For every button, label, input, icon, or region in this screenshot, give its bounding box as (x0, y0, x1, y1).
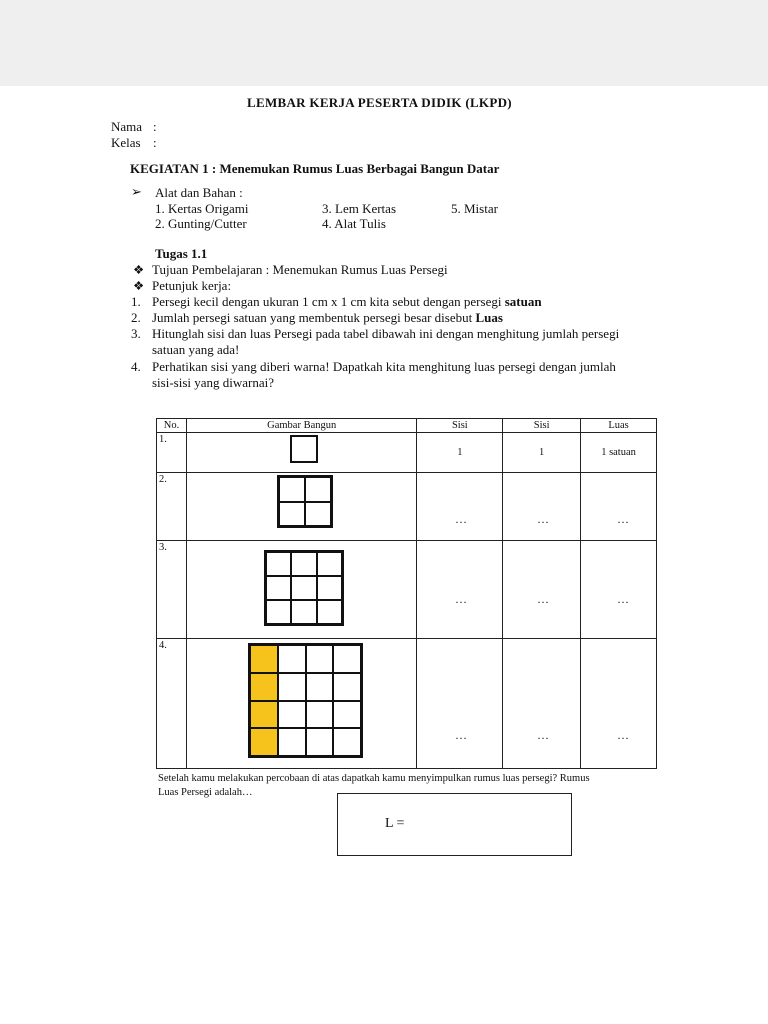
unit-square (278, 673, 306, 701)
page-top-shade (0, 0, 768, 86)
unit-square (333, 701, 361, 729)
answer-blank: … (617, 512, 629, 526)
side-value: 1 (503, 433, 581, 473)
step-text: Hitunglah sisi dan luas Persegi pada tabel dibawah ini dengan menghitung jumlah persegi (152, 326, 620, 341)
unit-square (306, 728, 334, 756)
nama-label: Nama (111, 119, 143, 134)
step-number: 1. (131, 294, 141, 309)
square-area-table (156, 418, 657, 769)
step-number: 4. (131, 359, 141, 374)
unit-square (306, 701, 334, 729)
unit-square (317, 552, 342, 576)
table-row (157, 433, 657, 473)
square-3x3-figure (264, 550, 344, 626)
unit-square (291, 552, 316, 576)
answer-blank: … (455, 592, 467, 606)
task-heading: Tugas 1.1 (155, 246, 208, 261)
unit-square (305, 502, 331, 527)
highlighted-unit-square (250, 645, 278, 673)
side-value: 1 (417, 433, 503, 473)
step-text: sisi-sisi yang diwarnai? (152, 375, 275, 390)
unit-square (278, 645, 306, 673)
row-number: 3. (157, 541, 187, 639)
step-text: Perhatikan sisi yang diberi warna! Dapatkah kita menghitung luas persegi dengan jumlah (152, 359, 616, 374)
unit-square (278, 728, 306, 756)
column-header: Luas (581, 419, 657, 433)
side-value-blank (503, 473, 581, 541)
row-number: 1. (157, 433, 187, 473)
formula-label: L = (385, 816, 405, 831)
row-number: 2. (157, 473, 187, 541)
unit-square (317, 576, 342, 600)
arrow-bullet-icon: ➢ (131, 184, 142, 199)
area-value-blank (581, 473, 657, 541)
highlighted-unit-square (250, 728, 278, 756)
square-4x4-figure (248, 643, 363, 758)
unit-square (266, 576, 291, 600)
step-text: satuan yang ada! (152, 342, 240, 357)
unit-square (317, 600, 342, 624)
formula-answer-box[interactable] (337, 793, 572, 856)
unit-square (291, 576, 316, 600)
unit-square (333, 645, 361, 673)
unit-square (266, 552, 291, 576)
tool-item: 1. Kertas Origami (155, 201, 249, 216)
highlighted-unit-square (250, 701, 278, 729)
tool-item: 4. Alat Tulis (322, 216, 386, 231)
unit-square (333, 673, 361, 701)
kelas-colon: : (153, 135, 157, 150)
task-objective: Tujuan Pembelajaran : Menemukan Rumus Luas Persegi (152, 262, 448, 277)
unit-square (278, 701, 306, 729)
side-value-blank (503, 639, 581, 769)
column-header: Sisi (417, 419, 503, 433)
tool-item: 3. Lem Kertas (322, 201, 397, 216)
unit-square (305, 477, 331, 502)
square-2x2-figure (277, 475, 333, 528)
answer-blank: … (617, 592, 629, 606)
unit-square (292, 437, 316, 461)
instructions-heading: Petunjuk kerja: (152, 278, 232, 293)
nama-colon: : (153, 119, 157, 134)
unit-square (306, 645, 334, 673)
tool-item: 5. Mistar (451, 201, 498, 216)
diamond-bullet-icon: ❖ (133, 279, 145, 293)
row-number: 4. (157, 639, 187, 769)
side-value-blank (417, 541, 503, 639)
answer-blank: … (455, 512, 467, 526)
side-value-blank (417, 473, 503, 541)
table-row (157, 541, 657, 639)
answer-blank: … (617, 728, 629, 742)
tool-item: 2. Gunting/Cutter (155, 216, 247, 231)
tools-heading: Alat dan Bahan : (155, 185, 243, 200)
table-header-row (157, 419, 657, 433)
column-header: Gambar Bangun (186, 419, 416, 433)
area-value-blank (581, 541, 657, 639)
activity-heading: KEGIATAN 1 : Menemukan Rumus Luas Berbagai Bangun Datar (130, 161, 500, 176)
answer-blank: … (537, 592, 549, 606)
answer-blank: … (455, 728, 467, 742)
answer-blank: … (537, 512, 549, 526)
unit-square (306, 673, 334, 701)
column-header: Sisi (503, 419, 581, 433)
highlighted-unit-square (250, 673, 278, 701)
unit-square-figure (290, 435, 318, 463)
diamond-bullet-icon: ❖ (133, 263, 145, 277)
step-text: Jumlah persegi satuan yang membentuk persegi besar disebut Luas (152, 310, 503, 325)
unit-square (266, 600, 291, 624)
kelas-label: Kelas (111, 135, 141, 150)
unit-square (291, 600, 316, 624)
conclusion-text: Setelah kamu melakukan percobaan di atas dapatkah kamu menyimpulkan rumus luas persegi? Rumus (158, 773, 590, 784)
step-text: Persegi kecil dengan ukuran 1 cm x 1 cm kita sebut dengan persegi satuan (152, 294, 542, 309)
unit-square (279, 502, 305, 527)
answer-blank: … (537, 728, 549, 742)
unit-square (279, 477, 305, 502)
column-header: No. (157, 419, 187, 433)
area-value: 1 satuan (581, 433, 657, 473)
area-value-blank (581, 639, 657, 769)
table-row (157, 639, 657, 769)
step-number: 2. (131, 310, 141, 325)
table-row (157, 473, 657, 541)
page-title: LEMBAR KERJA PESERTA DIDIK (LKPD) (247, 95, 512, 110)
side-value-blank (503, 541, 581, 639)
unit-square (333, 728, 361, 756)
side-value-blank (417, 639, 503, 769)
step-number: 3. (131, 326, 141, 341)
conclusion-text: Luas Persegi adalah… (158, 787, 253, 798)
